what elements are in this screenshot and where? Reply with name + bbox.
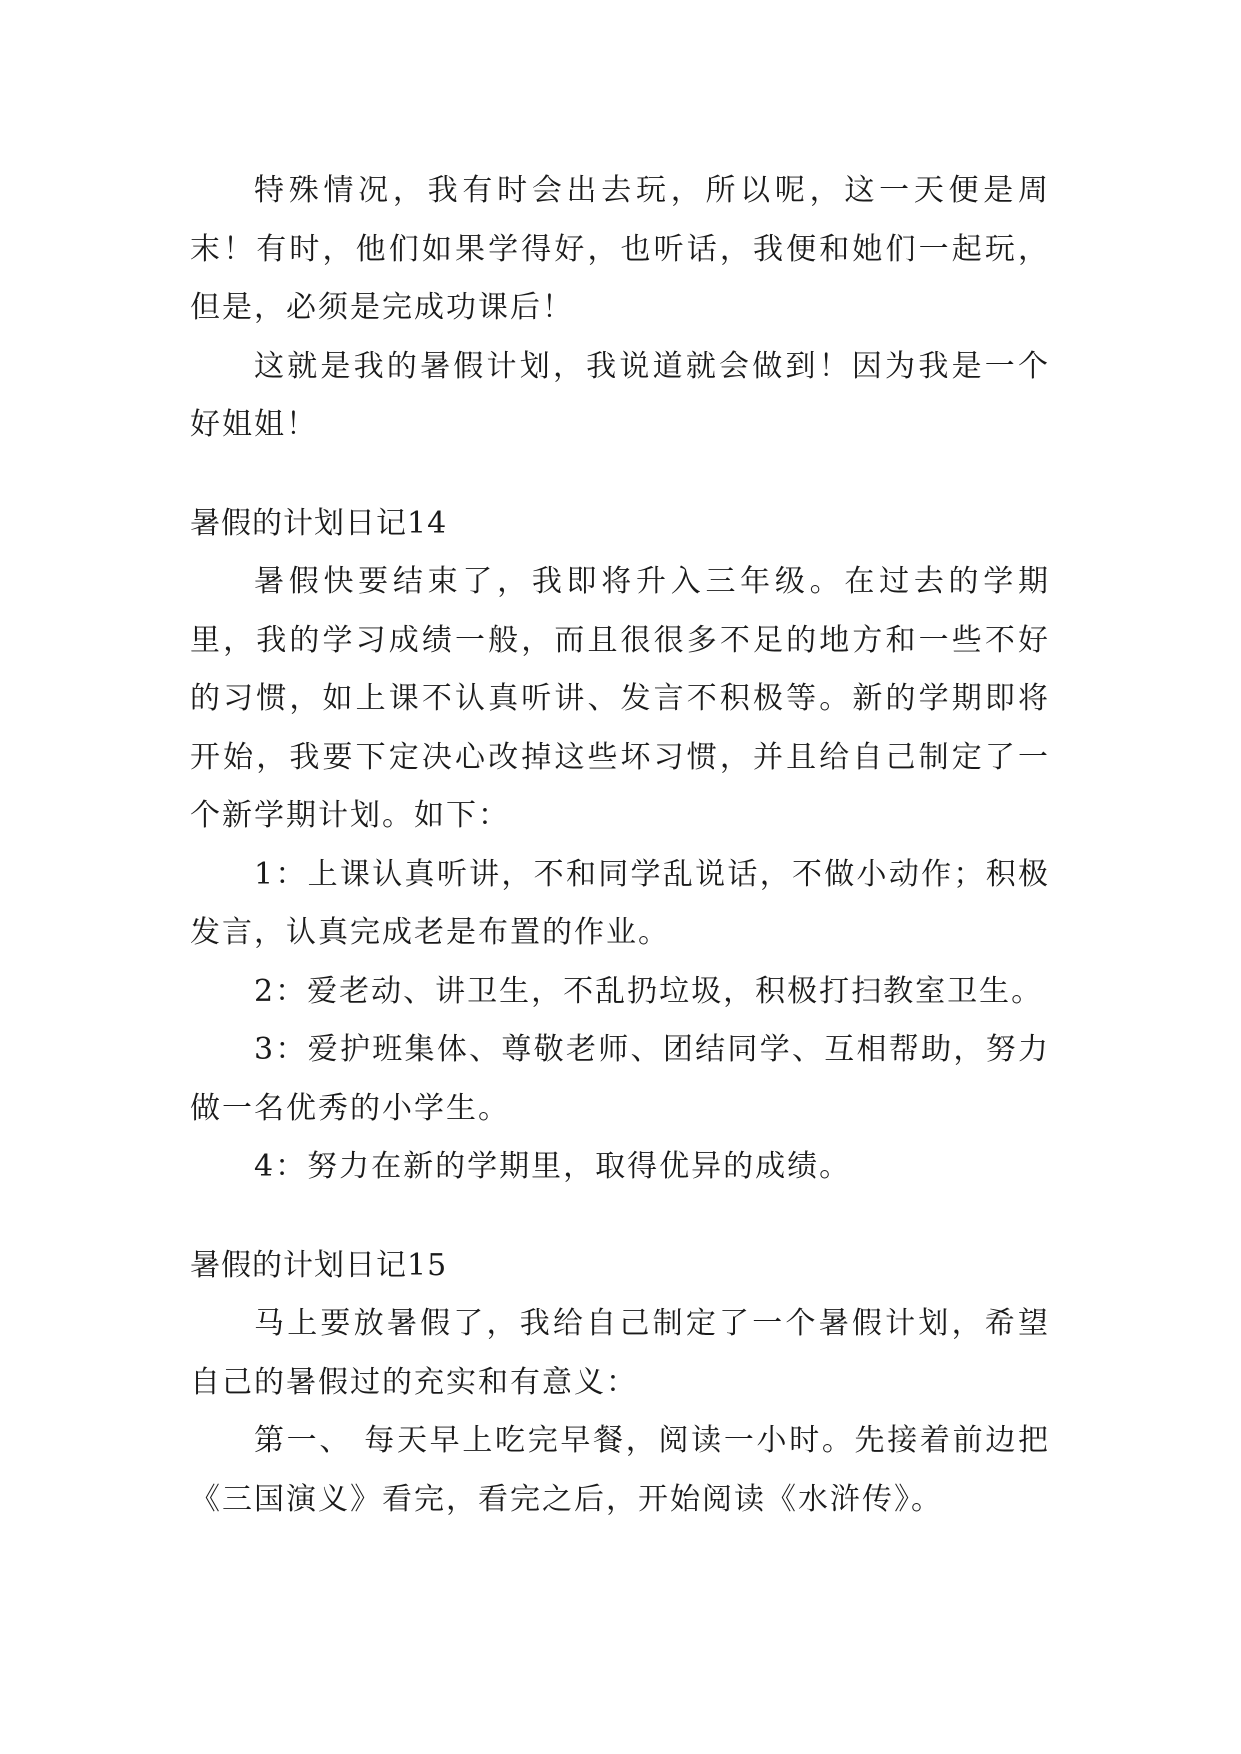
paragraph: 马上要放暑假了，我给自己制定了一个暑假计划，希望自己的暑假过的充实和有意义：	[190, 1306, 1050, 1400]
paragraph: 第一、 每天早上吃完早餐，阅读一小时。先接着前边把《三国演义》看完，看完之后，开始阅读《水浒传》。	[190, 1423, 1050, 1517]
entry-title: 暑假的计划日记14	[190, 505, 448, 541]
entry-title: 暑假的计划日记15	[190, 1247, 448, 1283]
list-item: 4：努力在新的学期里，取得优异的成绩。	[254, 1149, 852, 1184]
diary-entry-14	[190, 495, 1050, 1197]
paragraph: 暑假快要结束了，我即将升入三年级。在过去的学期里，我的学习成绩一般，而且很很多不足的地方和一些不好的习惯，如上课不认真听讲、发言不积极等。新的学期即将开始，我要下定决心改掉这些坏习惯，并且给自己制定了一个新学期计划。如下：	[190, 564, 1050, 833]
paragraph: 特殊情况，我有时会出去玩，所以呢，这一天便是周末！有时，他们如果学得好，也听话，我便和她们一起玩，但是，必须是完成功课后！	[190, 173, 1050, 325]
document-body	[190, 162, 1050, 1529]
list-item: 3：爱护班集体、尊敬老师、团结同学、互相帮助，努力做一名优秀的小学生。	[190, 1032, 1050, 1126]
paragraph: 这就是我的暑假计划，我说道就会做到！因为我是一个好姐姐！	[190, 348, 1050, 442]
list-item: 2：爱老动、讲卫生，不乱扔垃圾，积极打扫教室卫生。	[254, 973, 1044, 1009]
intro-section	[190, 162, 1050, 455]
diary-entry-15	[190, 1237, 1050, 1530]
list-item: 1：上课认真听讲，不和同学乱说话，不做小动作；积极发言，认真完成老是布置的作业。	[190, 856, 1050, 950]
